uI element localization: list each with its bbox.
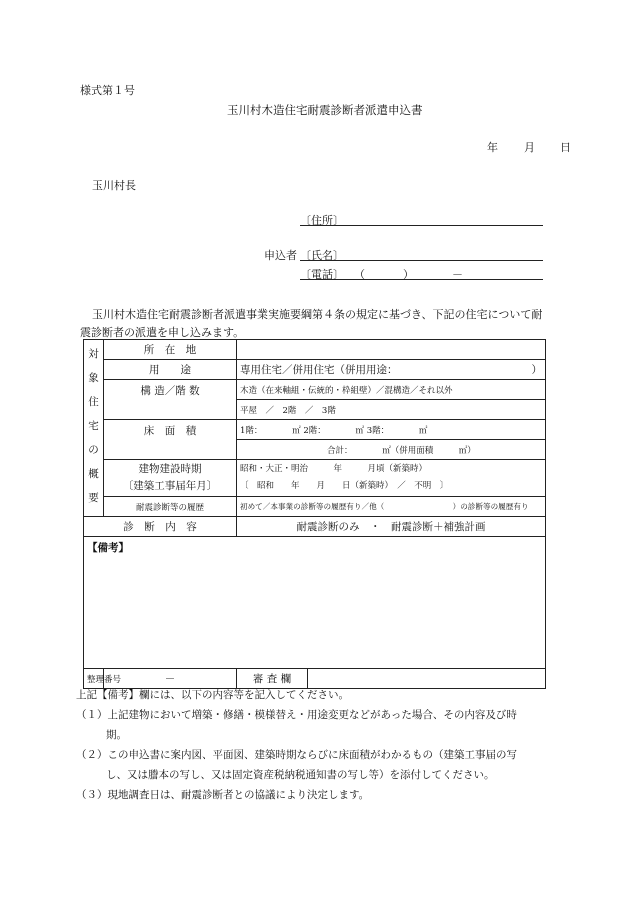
addressee: 玉川村長 xyxy=(92,179,136,192)
document-title: 玉川村木造住宅耐震診断者派遣申込書 xyxy=(227,103,423,117)
application-table xyxy=(83,339,546,689)
note-3: （３）現地調査日は、耐震診断者との協議により決定します。 xyxy=(76,789,370,801)
name-label: 〔氏名〕 xyxy=(300,249,344,262)
intro-line-2: 震診断者の派遣を申し込みます。 xyxy=(80,326,245,339)
date-month: 月 xyxy=(524,141,535,154)
phone-open-paren: （ xyxy=(354,268,365,281)
structure-type-field[interactable]: 木造（在来軸組・伝統的・枠組壁）／混構造／それ以外 xyxy=(237,380,546,400)
notes-heading: 上記【備考】欄には、以下の内容等を記入してください。 xyxy=(76,689,349,701)
diagnosis-history-field[interactable]: 初めて／本事業の診断等の履歴有り／他（ ）の診断等の履歴有り xyxy=(237,497,546,517)
date-day: 日 xyxy=(560,141,571,154)
use-label: 用 途 xyxy=(104,360,237,380)
location-label: 所 在 地 xyxy=(104,340,237,360)
note-1-continued: 期。 xyxy=(106,729,127,741)
date-year: 年 xyxy=(487,141,498,154)
reference-number-field[interactable]: － xyxy=(104,669,237,689)
notes-section xyxy=(76,685,576,805)
remarks-label: 【備考】 xyxy=(87,542,129,554)
diagnosis-content-label: 診 断 内 容 xyxy=(84,517,237,537)
name-field[interactable] xyxy=(300,260,543,261)
floor-area-total-field[interactable]: 合計： ㎡（併用面積 ㎡） xyxy=(237,440,546,460)
diagnosis-content-field[interactable]: 耐震診断のみ ・ 耐震診断＋補強計画 xyxy=(237,517,546,537)
address-field[interactable] xyxy=(300,225,543,226)
note-1: （１）上記建物において増築・修繕・模様替え・用途変更などがあった場合、その内容及び時 xyxy=(76,709,517,721)
location-field[interactable] xyxy=(237,340,546,360)
use-field[interactable]: 専用住宅／併用住宅（併用用途： ） xyxy=(237,360,546,380)
phone-field[interactable] xyxy=(300,279,543,280)
target-house-summary-label: 対 象 住 宅 の 概 要 xyxy=(84,340,104,517)
form-number: 様式第１号 xyxy=(80,84,135,97)
note-2-continued: し、又は謄本の写し、又は固定資産税納税通知書の写し等）を添付してください。 xyxy=(106,769,495,781)
review-column-label: 審 査 欄 xyxy=(237,669,308,689)
floors-field[interactable]: 平屋 ／ 2階 ／ 3階 xyxy=(237,400,546,420)
build-period-label: 建物建設時期 〔建築工事届年月〕 xyxy=(104,460,237,497)
phone-close-paren: ） xyxy=(403,268,414,281)
build-period-field[interactable]: 昭和・大正・明治 年 月頃（新築時） 〔 昭和 年 月 日（新築時） ／ 不明 〕 xyxy=(237,460,546,497)
address-label: 〔住所〕 xyxy=(300,214,344,227)
note-2: （２）この申込書に案内図、平面図、建築時期ならびに床面積がわかるもの（建築工事届の写 xyxy=(76,749,517,761)
floor-area-per-level-field[interactable]: 1階： ㎡ 2階： ㎡ 3階： ㎡ xyxy=(237,420,546,440)
structure-label: 構 造／階 数 xyxy=(104,380,237,420)
floor-area-label: 床 面 積 xyxy=(104,420,237,460)
remarks-area[interactable] xyxy=(84,537,546,669)
phone-dash: － xyxy=(452,268,463,281)
intro-line-1: 玉川村木造住宅耐震診断者派遣事業実施要綱第４条の規定に基づき、下記の住宅について耐 xyxy=(92,308,543,321)
diagnosis-history-label: 耐震診断等の履歴 xyxy=(104,497,237,517)
applicant-prefix: 申込者 xyxy=(264,249,297,262)
reference-number-label: 整理番号 xyxy=(84,669,104,689)
phone-label: 〔電話〕 xyxy=(300,268,344,281)
